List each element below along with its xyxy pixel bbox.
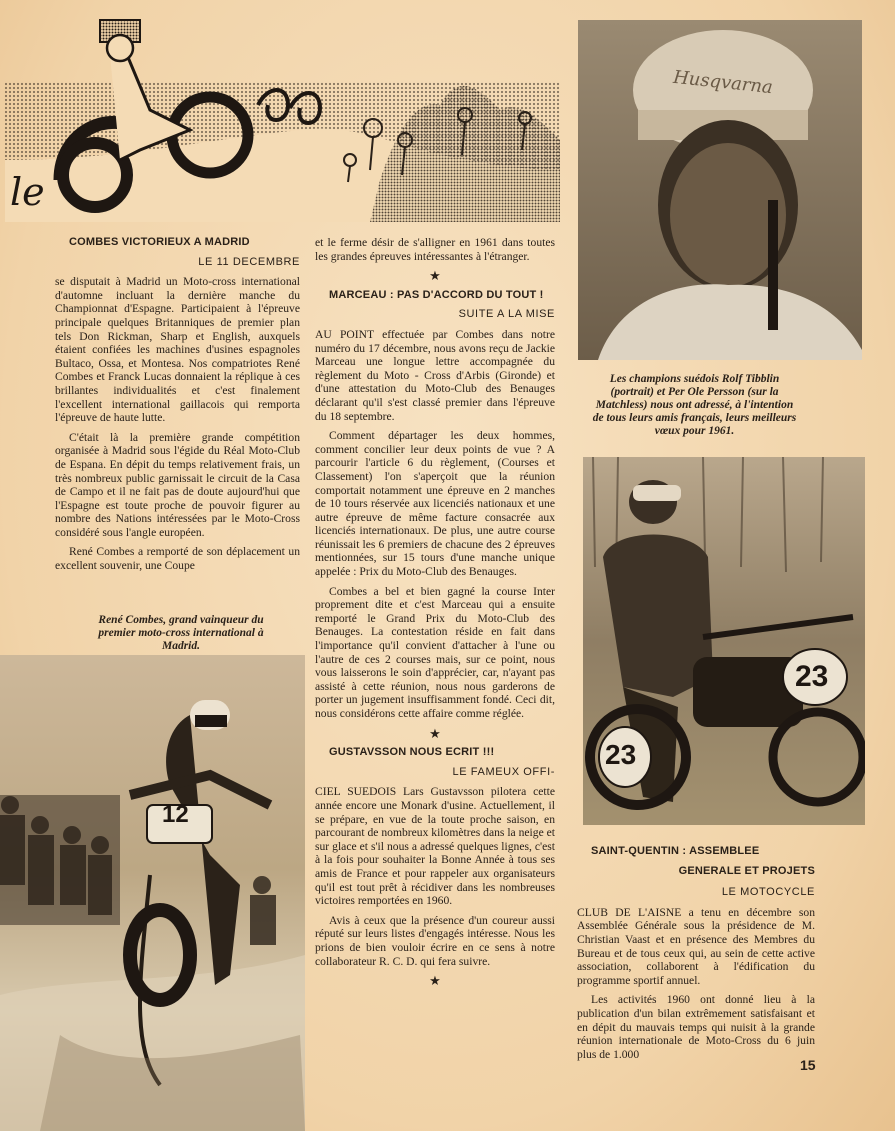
race-number-23-plate: 23: [795, 660, 829, 693]
separator-star-2: ★: [429, 725, 441, 741]
marceau-paragraph-1: AU POINT effectuée par Combes dans notre numéro du 17 décembre, nous avons reçu de Jackie Marceau une longue lettre accompagnée du règlement du Moto - Cross d'Arbis (Gironde) et d'une attestation du Moto-Club des Benauges déclarant qu'il s'est classé premier dans l'épreuve du 18 septembre.: [315, 327, 555, 423]
saint-quentin-paragraph-1: CLUB DE L'AISNE a tenu en décembre son Assemblée Générale sous la présidence de M. Christian Vaast et en présence des Membres du Bureau et de tous ceux qui, au sein de cette active association, collaborent à l'édification du programme sportif annuel.: [577, 905, 815, 987]
headline-saint-quentin-2: GENERALE ET PROJETS: [678, 864, 815, 877]
le-cross-header-illustration: [0, 10, 565, 230]
gustavsson-paragraph-1: CIEL SUEDOIS Lars Gustavsson pilotera cette année encore une Monark d'usine. Actuellement, il se prépare, en vue de la toute proche saison, en parcourant de nombreux kilomètres dans la neige et sur glace et s'il nous a adressé quelques lignes, c'est à la fois pour souhaiter la Bonne Année à tous ses amis de France et pour rappeler aux organisateurs qu'il est tout prêt à récidiver dans les nombreuses victoires remportées en 1960.: [315, 785, 555, 908]
photo-persson-matchless: [583, 457, 865, 825]
dateline-combes: LE 11 DECEMBRE: [198, 255, 300, 268]
logo-letter-o: [180, 125, 181, 126]
combes-continuation: et le ferme désir de s'alligner en 1961 dans toutes les grandes épreuves intéressantes à l'étranger.: [315, 236, 555, 263]
helmet-brand-text: Husqvarna: [672, 66, 774, 99]
combes-photo-drawing: [0, 655, 305, 1131]
headline-marceau: MARCEAU : PAS D'ACCORD DU TOUT !: [329, 288, 544, 301]
logo-letter-le: le: [10, 170, 45, 214]
headline-gustavsson: GUSTAVSSON NOUS ECRIT !!!: [329, 746, 495, 759]
headline-saint-quentin-1: SAINT-QUENTIN : ASSEMBLEE: [591, 845, 760, 857]
race-number-23-side: 23: [605, 739, 637, 770]
dateline-gustavsson: LE FAMEUX OFFI-: [452, 765, 555, 778]
race-number-12: 12: [162, 801, 189, 828]
column-1: [55, 236, 300, 579]
gustavsson-paragraph-2: Avis à ceux que la présence d'un coureur aussi réputé sur leurs listes d'engagés intéresse. Nous les prions de bien vouloir écrire en ce sens à notre collaborateur R. C. D. qui fera suivre.: [315, 913, 555, 968]
separator-star-3: ★: [429, 973, 441, 989]
combes-paragraph-1: se disputait à Madrid un Moto-cross international d'automne incluant la dernière manche du Championnat d'Espagne. Participaient à l'épreuve principale quelques Britanniques de premier plan tels Don Rickman, Sharp et English, auxquels étaient confiées les machines d'usines espagnoles Bultaco, Ossa, et Montesa. Nos compatriotes René Combes et Franck Lucas donnaient la réplique à ces brillantes individualités et c'est finalement l'excellent international gaillacois qui remporta l'épreuve de haute lutte.: [55, 275, 300, 425]
marceau-paragraph-2: Comment départager les deux hommes, comment concilier leur deux points de vue ? A parcourir l'article 6 du règlement, (Courses et Classement) l'on s'aperçoit que la réunion comportait notamment une épreuve en 2 manches de 10 tours réservée aux licenciés nationaux et une autre épreuve de même facture consacrée aux licenciés internationaux. De plus, une autre course réunissait les 6 premiers de chacune des 2 épreuves mentionnées, sur 15 tours d'une manche unique appelée : Prix du Moto-Club des Benauges.: [315, 429, 555, 579]
combes-paragraph-3: René Combes a remporté de son déplacement un excellent souvenir, une Coupe: [55, 545, 300, 573]
column-2: [315, 236, 555, 994]
column-3: [577, 845, 815, 1067]
marceau-paragraph-3: Combes a bel et bien gagné la course Inter proprement dite et c'est Marceau qui a ensuite remporté le Grand Prix du Moto-Club des Benauges. La contestation réside en fait dans l'importance qu'il convient d'attacher à l'une ou l'autre de ces 2 courses mais, sur ce point, nous vous laisserons le soin d'apprécier, car, n'ayant pas assisté à cette réunion, nous nous garderons de porter un jugement insuffisamment fondé. Ceci dit, nous considérons cette affaire comme réglée.: [315, 584, 555, 720]
headline-combes: COMBES VICTORIEUX A MADRID: [69, 236, 250, 248]
separator-star-1: ★: [429, 268, 441, 284]
page-number: 15: [800, 1057, 816, 1073]
logo-letter-c: [48, 125, 49, 126]
saint-quentin-paragraph-2: Les activités 1960 ont donné lieu à la publication d'un bilan extrêmement satisfaisant et en dépit du mauvais temps qui nuisit à la grande réunion internationale de Moto-Cross du 6 juin plus de 1.000: [577, 993, 815, 1061]
caption-swedish-champions: Les champions suédois Rolf Tibblin (portrait) et Per Ole Persson (sur la Matchless) nous ont adressé, à l'intention de tous leurs amis français, leurs meilleurs vœux pour 1961.: [592, 373, 797, 437]
dateline-saint-quentin: LE MOTOCYCLE: [721, 886, 815, 899]
photo-combes-race: [0, 655, 305, 1131]
header-drawing: [0, 10, 565, 230]
combes-paragraph-2: C'était là la première grande compétition organisée à Madrid sous l'égide du Réal Moto-Club de Espana. En dépit du temps relativement frais, un très nombreux public garnissait le circuit de la Casa de Campo et il ne fait pas de doute aujourd'hui que l'Espagne est toute proche de pouvoir figurer au nombre des Nations intéressées par le Moto-Cross considéré sous l'angle européen.: [55, 430, 300, 539]
photo-tibblin-portrait: [578, 20, 862, 360]
caption-combes: René Combes, grand vainqueur du premier moto-cross international à Madrid.: [98, 614, 264, 652]
dateline-marceau: SUITE A LA MISE: [458, 308, 555, 321]
